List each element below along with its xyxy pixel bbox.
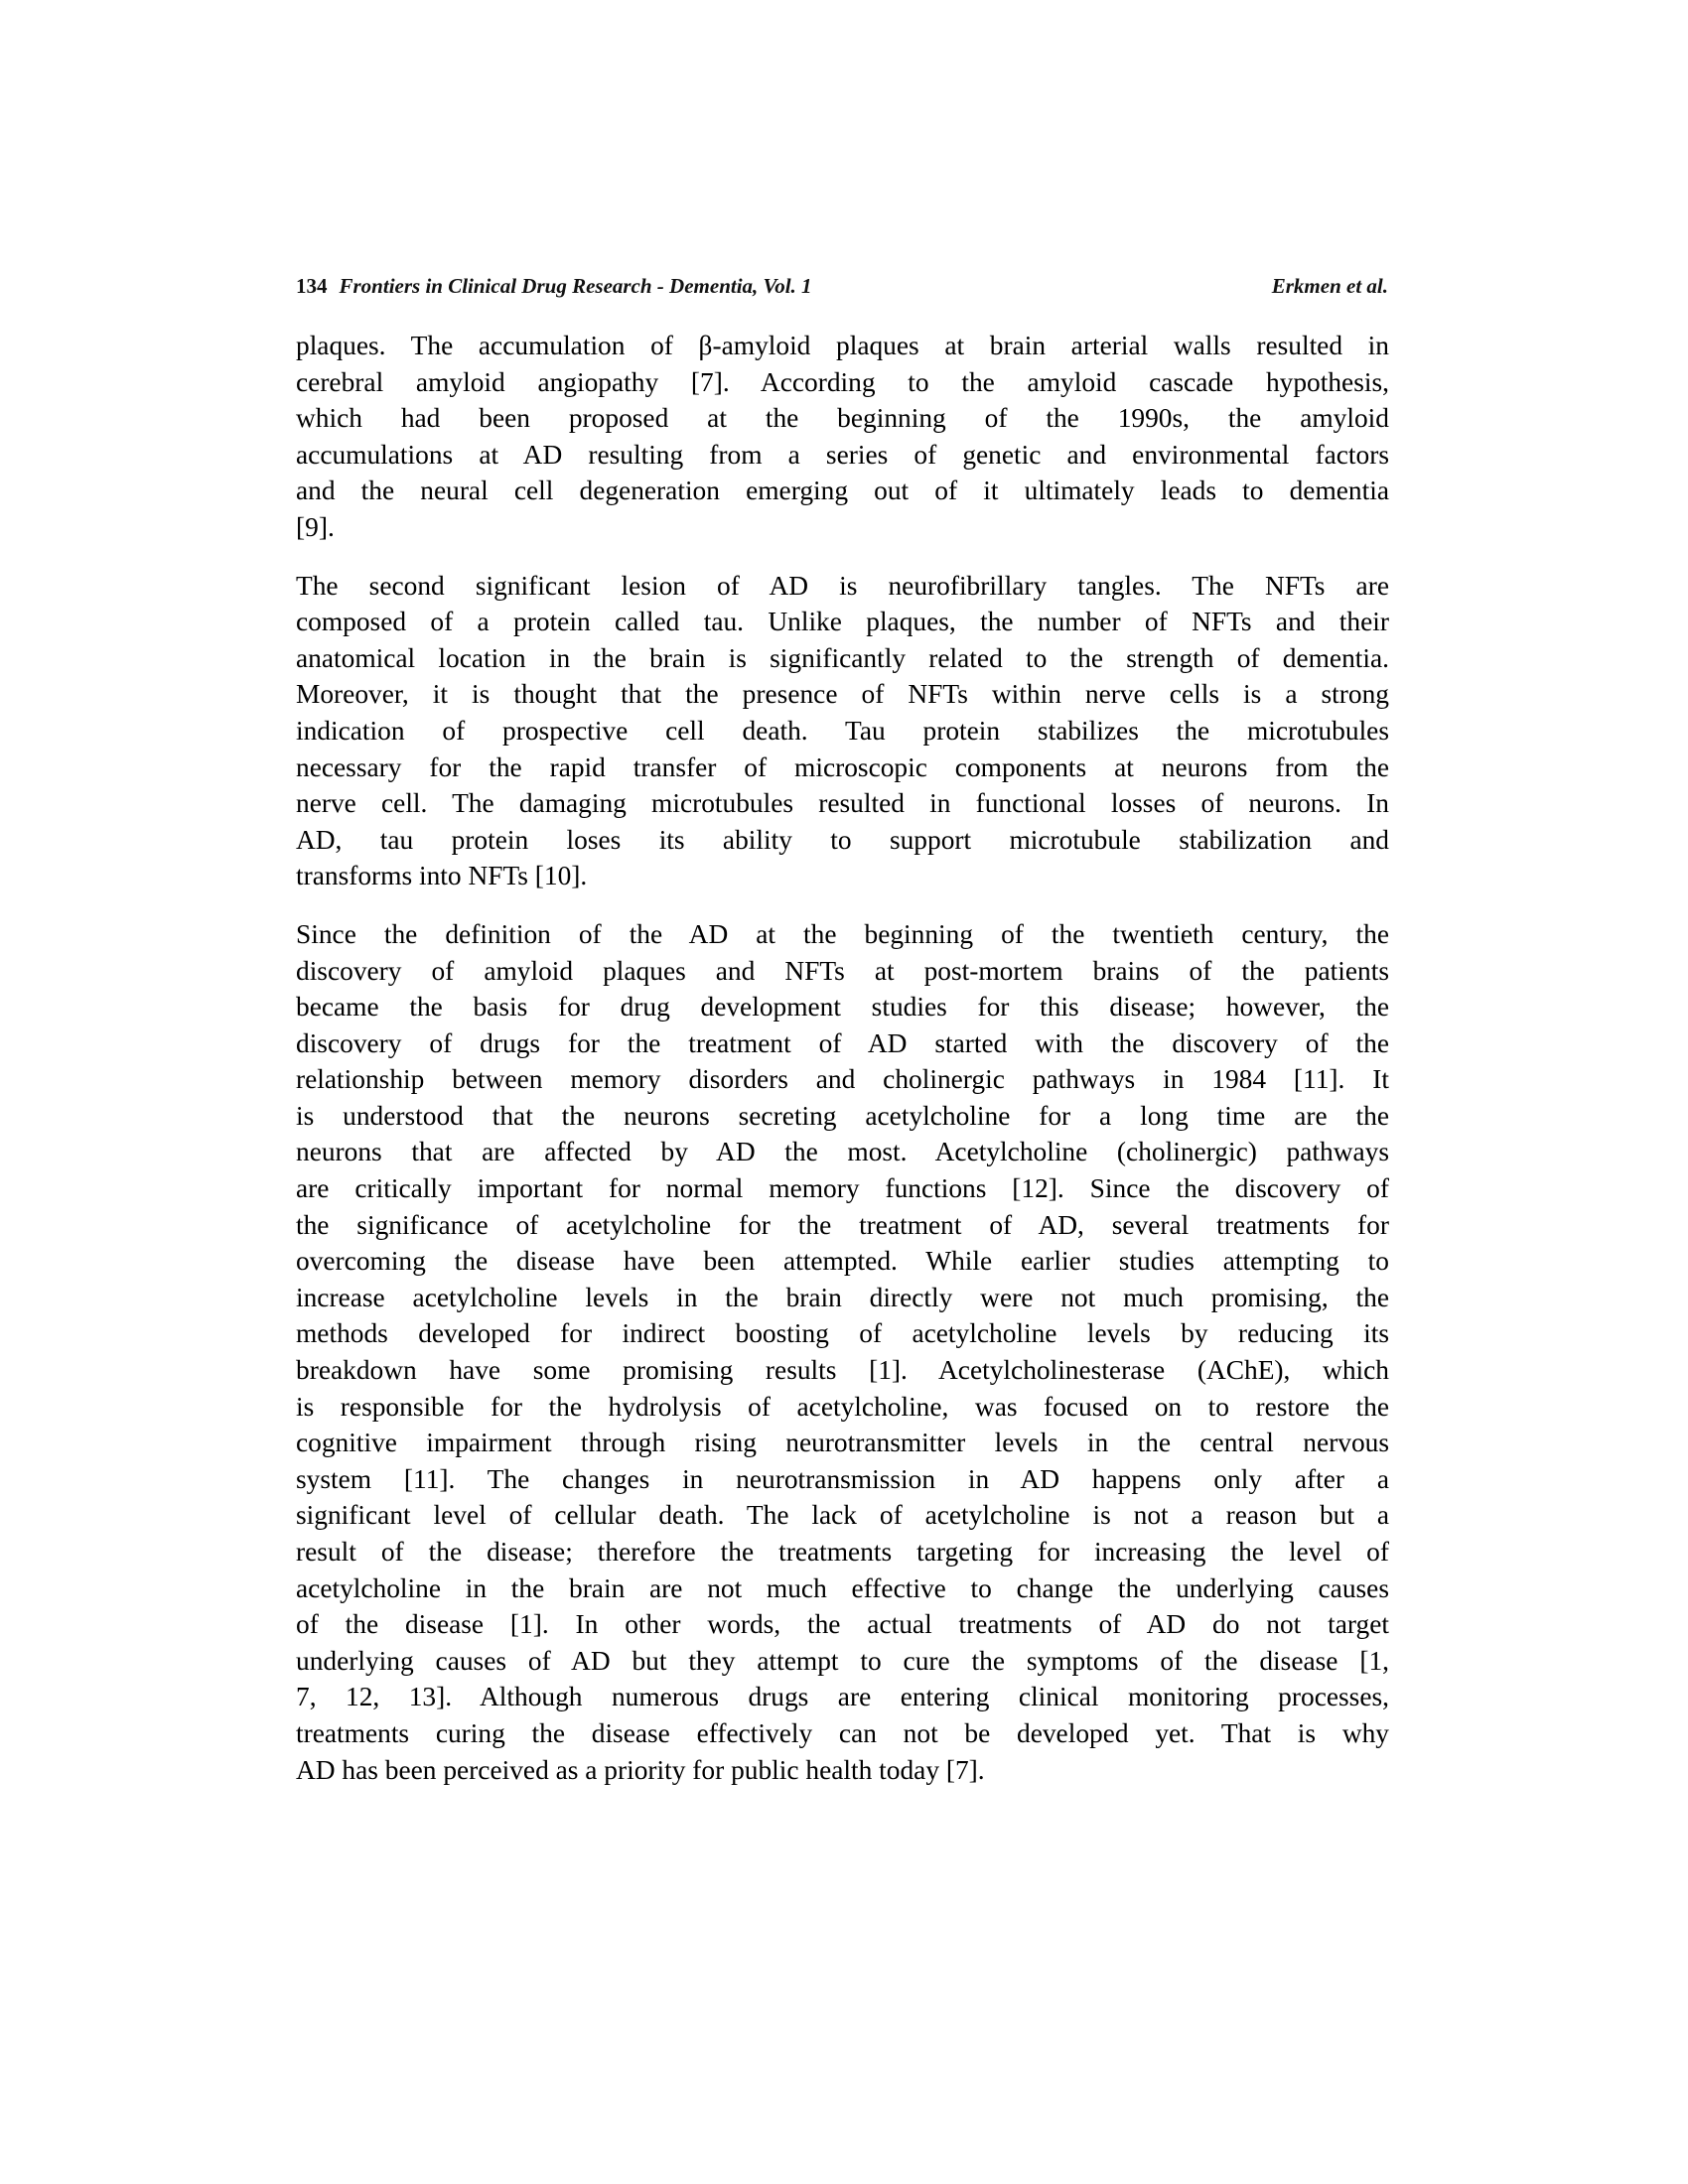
- text-line: result of the disease; therefore the treatments targeting for increasing the level of: [296, 1537, 1389, 1567]
- text-line: [9].: [296, 511, 335, 542]
- text-line: relationship between memory disorders and cholinergic pathways in 1984 [11]. It: [296, 1064, 1389, 1095]
- text-line: plaques. The accumulation of β-amyloid plaques at brain arterial walls resulted in: [296, 331, 1389, 360]
- page-number: 134: [296, 274, 328, 298]
- text-line: nerve cell. The damaging microtubules resulted in functional losses of neurons. In: [296, 788, 1389, 819]
- text-line: composed of a protein called tau. Unlike plaques, the number of NFTs and their: [296, 607, 1389, 637]
- text-line: Since the definition of the AD at the beginning of the twentieth century, the: [296, 918, 1389, 949]
- text-line: increase acetylcholine levels in the brain directly were not much promising, the: [296, 1282, 1389, 1312]
- text-line: acetylcholine in the brain are not much effective to change the underlying causes: [296, 1572, 1389, 1603]
- header-left: [296, 274, 812, 299]
- text-line: is responsible for the hydrolysis of acetylcholine, was focused on to restore the: [296, 1391, 1389, 1422]
- text-line: became the basis for drug development studies for this disease; however, the: [296, 992, 1389, 1023]
- text-line: indication of prospective cell death. Tau protein stabilizes the microtubules: [296, 715, 1389, 746]
- body-text: [296, 328, 1389, 1810]
- journal-title: Frontiers in Clinical Drug Research - Dementia, Vol. 1: [339, 274, 812, 298]
- text-line: The second significant lesion of AD is neurofibrillary tangles. The NFTs are: [296, 570, 1389, 601]
- text-line: discovery of drugs for the treatment of AD started with the discovery of the: [296, 1027, 1389, 1058]
- text-line: treatments curing the disease effectively can not be developed yet. That is why: [296, 1717, 1389, 1748]
- paragraph-cholinergic-treatment: [296, 916, 1389, 1788]
- running-header: [296, 274, 1388, 304]
- text-line: accumulations at AD resulting from a series of genetic and environmental factors: [296, 439, 1389, 470]
- text-line: 7, 12, 13]. Although numerous drugs are entering clinical monitoring processes,: [296, 1682, 1389, 1712]
- text-line: AD, tau protein loses its ability to support microtubule stabilization and: [296, 824, 1389, 855]
- text-line: which had been proposed at the beginning of the 1990s, the amyloid: [296, 403, 1389, 434]
- text-line: underlying causes of AD but they attempt to cure the symptoms of the disease [1,: [296, 1645, 1389, 1676]
- text-line: discovery of amyloid plaques and NFTs at post-mortem brains of the patients: [296, 955, 1389, 986]
- text-line: the significance of acetylcholine for the treatment of AD, several treatments for: [296, 1209, 1389, 1240]
- text-line: of the disease [1]. In other words, the actual treatments of AD do not target: [296, 1609, 1389, 1640]
- author-names: Erkmen et al.: [1271, 274, 1388, 298]
- text-line: cerebral amyloid angiopathy [7]. According to the amyloid cascade hypothesis,: [296, 366, 1389, 397]
- paragraph-neurofibrillary-tangles: [296, 568, 1389, 894]
- text-line: AD has been perceived as a priority for public health today [7].: [296, 1754, 985, 1785]
- text-line: are critically important for normal memory functions [12]. Since the discovery of: [296, 1173, 1389, 1204]
- text-line: system [11]. The changes in neurotransmission in AD happens only after a: [296, 1463, 1389, 1494]
- text-line: is understood that the neurons secreting acetylcholine for a long time are the: [296, 1100, 1389, 1131]
- text-line: significant level of cellular death. The lack of acetylcholine is not a reason but a: [296, 1500, 1389, 1531]
- text-line: anatomical location in the brain is significantly related to the strength of dementia.: [296, 642, 1389, 673]
- text-line: cognitive impairment through rising neurotransmitter levels in the central nervous: [296, 1428, 1389, 1458]
- text-line: and the neural cell degeneration emerging out of it ultimately leads to dementia: [296, 476, 1389, 506]
- text-line: overcoming the disease have been attempted. While earlier studies attempting to: [296, 1246, 1389, 1277]
- paragraph-amyloid-plaques: [296, 328, 1389, 546]
- text-line: Moreover, it is thought that the presence of NFTs within nerve cells is a strong: [296, 679, 1389, 710]
- text-line: neurons that are affected by AD the most. Acetylcholine (cholinergic) pathways: [296, 1137, 1389, 1167]
- text-line: methods developed for indirect boosting of acetylcholine levels by reducing its: [296, 1318, 1389, 1349]
- text-line: breakdown have some promising results [1]. Acetylcholinesterase (AChE), which: [296, 1355, 1389, 1386]
- text-line: transforms into NFTs [10].: [296, 861, 588, 891]
- text-line: necessary for the rapid transfer of microscopic components at neurons from the: [296, 751, 1389, 782]
